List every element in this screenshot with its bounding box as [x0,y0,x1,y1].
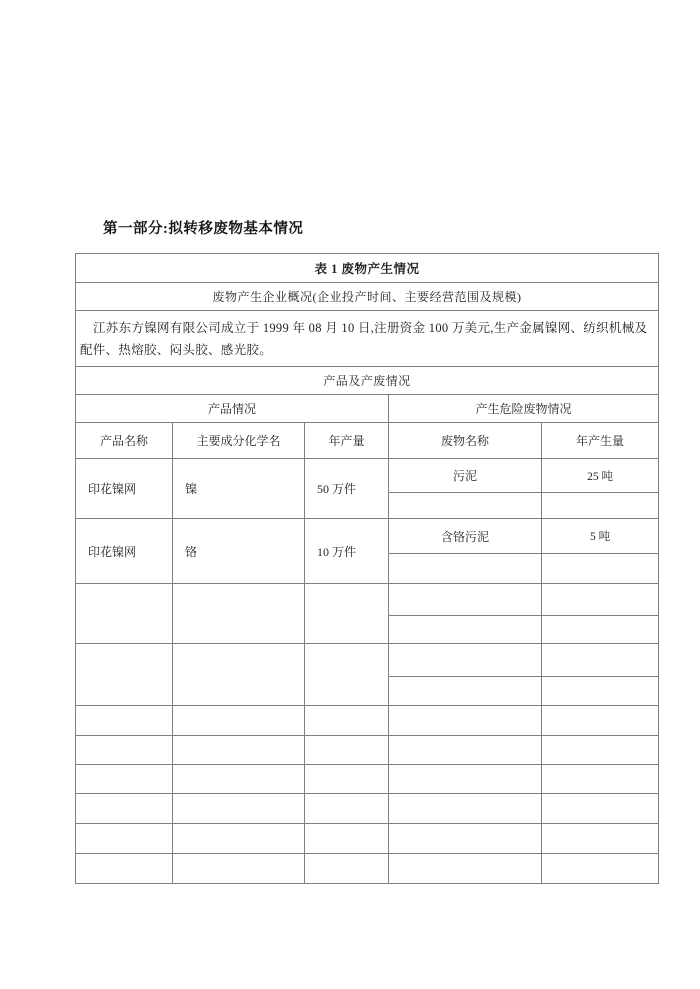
empty-cell [173,736,305,765]
waste-generation-table [75,253,659,884]
empty-cell [542,794,659,824]
empty-cell [389,493,542,519]
product-name-cell: 印花镍网 [76,519,173,584]
empty-cell [542,824,659,854]
empty-cell [76,854,173,884]
empty-cell [305,824,389,854]
empty-cell [542,493,659,519]
empty-cell [173,706,305,736]
empty-cell [76,706,173,736]
waste-amount-cell: 25 吨 [542,459,659,493]
empty-cell [173,854,305,884]
empty-cell [542,677,659,706]
empty-cell [542,644,659,677]
col-header-product-name: 产品名称 [76,423,173,459]
chemical-cell: 镍 [173,459,305,519]
empty-cell [76,794,173,824]
empty-cell [542,736,659,765]
empty-cell [76,765,173,794]
chemical-cell: 铬 [173,519,305,584]
empty-cell [305,706,389,736]
waste-amount-cell: 5 吨 [542,519,659,554]
empty-cell [542,765,659,794]
section-label: 产品及产废情况 [76,367,659,395]
group-header-waste: 产生危险废物情况 [389,395,659,423]
empty-cell [389,854,542,884]
annual-output-cell: 10 万件 [305,519,389,584]
empty-cell [76,584,173,644]
empty-cell [542,584,659,616]
empty-cell [542,706,659,736]
waste-name-cell: 含铬污泥 [389,519,542,554]
empty-cell [389,794,542,824]
col-header-waste-name: 废物名称 [389,423,542,459]
empty-cell [173,584,305,644]
table-title: 表 1 废物产生情况 [76,254,659,283]
empty-cell [305,736,389,765]
empty-cell [173,824,305,854]
empty-cell [389,736,542,765]
enterprise-overview-text: 江苏东方镍网有限公司成立于 1999 年 08 月 10 日,注册资金 100 万美元,生产金属镍网、纺织机械及配件、热熔胶、闷头胶、感光胶。 [76,311,659,367]
waste-name-cell: 污泥 [389,459,542,493]
empty-cell [76,824,173,854]
empty-cell [389,644,542,677]
empty-cell [305,584,389,644]
empty-cell [173,765,305,794]
empty-cell [542,854,659,884]
annual-output-cell: 50 万件 [305,459,389,519]
empty-cell [389,824,542,854]
empty-cell [76,644,173,706]
group-header-product: 产品情况 [76,395,389,423]
empty-cell [305,765,389,794]
page-title: 第一部分:拟转移废物基本情况 [103,221,304,237]
empty-cell [389,554,542,584]
empty-cell [542,554,659,584]
empty-cell [389,616,542,644]
empty-cell [305,794,389,824]
empty-cell [305,644,389,706]
col-header-annual-output: 年产量 [305,423,389,459]
empty-cell [389,584,542,616]
enterprise-overview-label: 废物产生企业概况(企业投产时间、主要经营范围及规模) [76,283,659,311]
col-header-chemical: 主要成分化学名 [173,423,305,459]
empty-cell [389,765,542,794]
empty-cell [173,794,305,824]
empty-cell [389,706,542,736]
empty-cell [542,616,659,644]
empty-cell [305,854,389,884]
empty-cell [76,736,173,765]
product-name-cell: 印花镍网 [76,459,173,519]
empty-cell [173,644,305,706]
empty-cell [389,677,542,706]
col-header-waste-amount: 年产生量 [542,423,659,459]
